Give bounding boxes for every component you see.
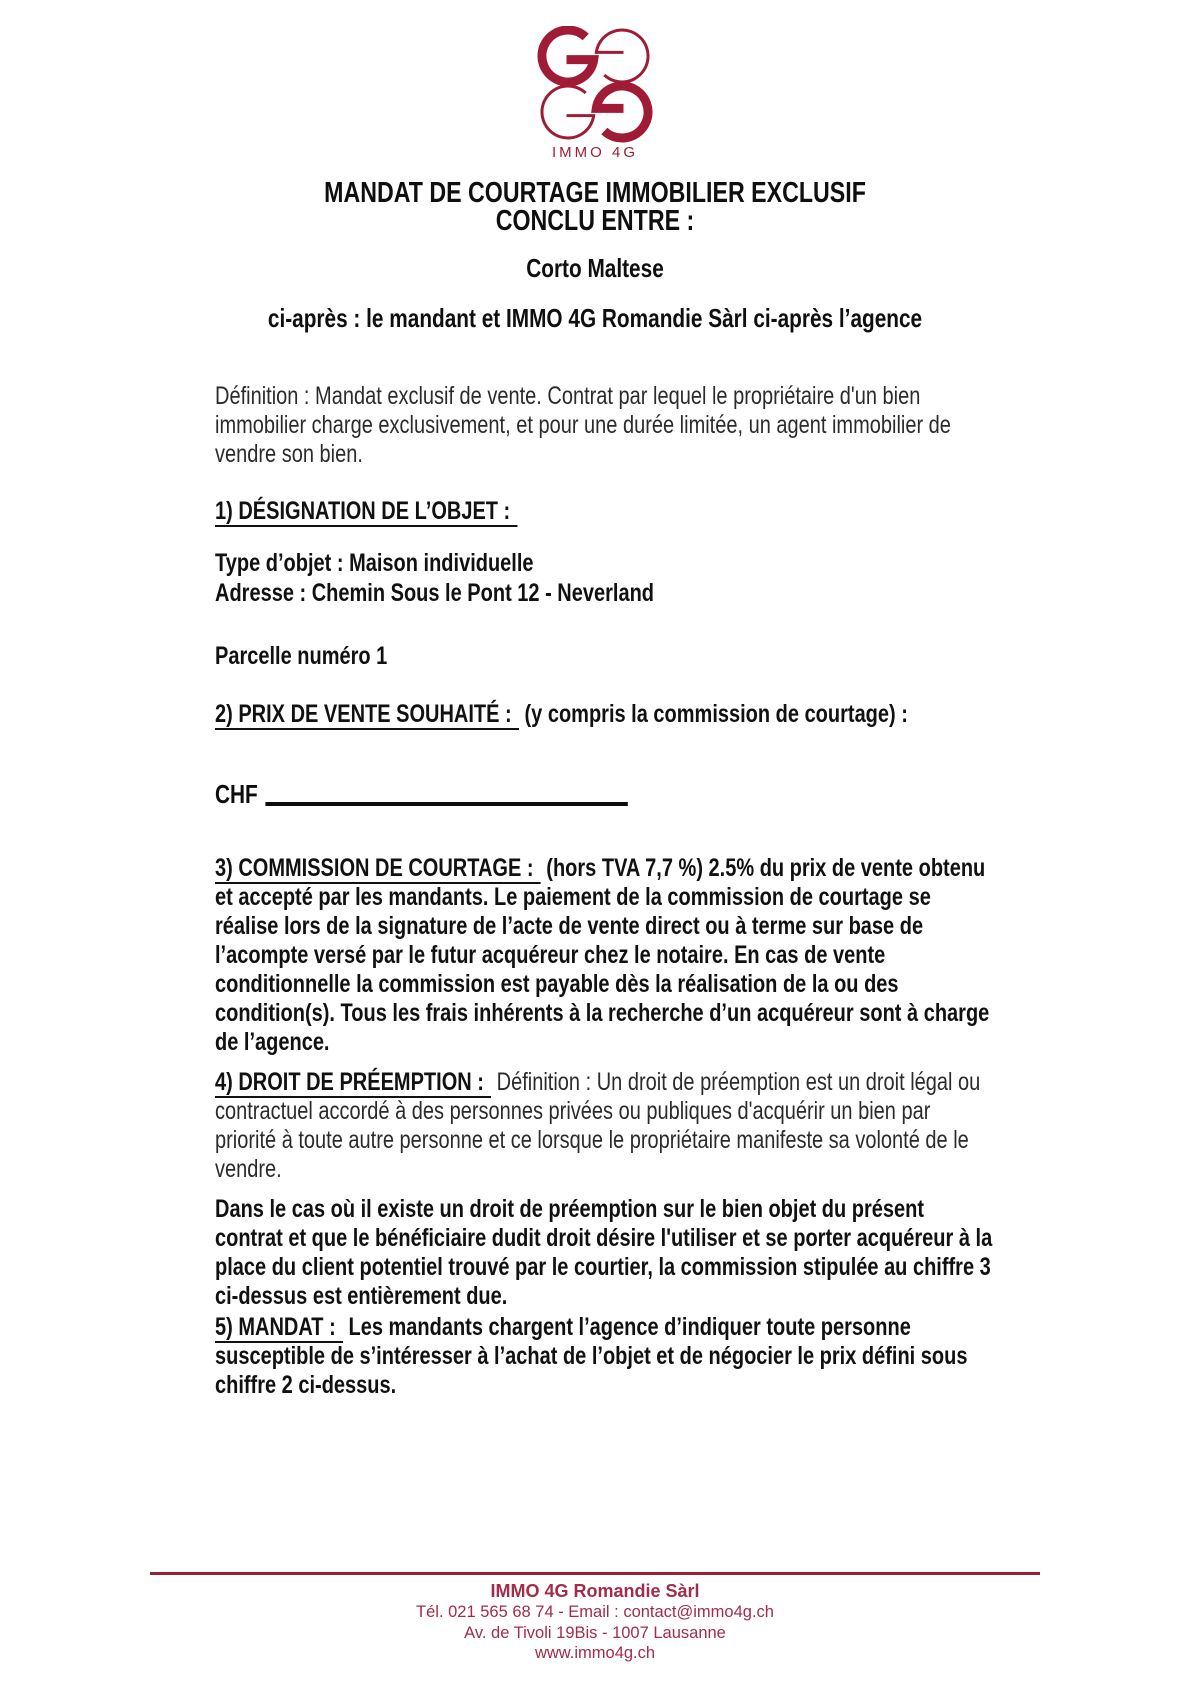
footer-website: www.immo4g.ch — [534, 1644, 656, 1662]
section-2-heading-text: 2) PRIX DE VENTE SOUHAITÉ : — [215, 700, 519, 730]
section-4-heading-text: 4) DROIT DE PRÉEMPTION : — [215, 1068, 491, 1098]
object-type-line: Type d’objet : Maison individuelle — [215, 549, 534, 577]
logo-brand-text: IMMO 4G — [551, 144, 639, 161]
logo-g-bottom-left — [542, 86, 594, 138]
section-4-definition-text: Définition : Un droit de préemption est un droit légal ou contractuel accordé à des personnes privées ou publiques d'acquérir un bien par priorité à toute autre personne et ce lorsque le propriétaire manifeste sa volonté de le vendre. — [215, 1068, 981, 1183]
footer-contact-line: Tél. 021 565 68 74 - Email : contact@immo4g.ch — [416, 1603, 774, 1621]
four-g-logo-icon — [537, 26, 653, 166]
document-title — [119, 179, 1071, 235]
immo4g-logo — [537, 26, 653, 171]
section-3-body-text: (hors TVA 7,7 %) 2.5% du prix de vente obtenu et accepté par les mandants. Le paiement de la commission de courtage se réalise lors de la signature de l’acte de vente direct ou à terme sur base de l’acompte versé par le futur acquéreur chez le notaire. En cas de vente conditionnelle la commission est payable dès la réalisation de la ou des condition(s). Tous les frais inhérents à la recherche d’un acquéreur sont à charge de l’agence. — [215, 854, 990, 1056]
section-3-heading-text: 3) COMMISSION DE COURTAGE : — [215, 854, 541, 884]
logo-g-top-right — [596, 30, 648, 82]
logo-g-top-left — [542, 30, 594, 82]
mandate-definition-paragraph: Définition : Mandat exclusif de vente. Contrat par lequel le propriétaire d'un bien immobilier charge exclusivement, et pour une durée limitée, un agent immobilier de vendre son bien. — [215, 382, 951, 468]
section-5-body-text: Les mandants chargent l’agence d’indiquer toute personne susceptible de s’intéresser à l’achat de l’objet et de négocier le prix défini sous chiffre 2 ci-dessus. — [215, 1313, 968, 1399]
section-1-heading — [215, 497, 995, 526]
section-2-heading-suffix: (y compris la commission de courtage) : — [524, 700, 908, 728]
section-4-paragraph-2: Dans le cas où il existe un droit de préemption sur le bien objet du présent contrat et que le bénéficiaire dudit droit désire l'utiliser et se porter acquéreur à la place du client potentiel trouvé par le courtier, la commission stipulée au chiffre 3 ci-dessus est entièrement due. — [215, 1195, 993, 1310]
object-address-line: Adresse : Chemin Sous le Pont 12 - Neverland — [215, 579, 655, 607]
price-blank-field — [266, 782, 628, 806]
price-fill-line — [215, 779, 995, 810]
footer-divider-line — [150, 1572, 1040, 1575]
section-1-heading-text: 1) DÉSIGNATION DE L’OBJET : — [215, 497, 517, 527]
logo-g-bottom-right — [596, 86, 648, 138]
object-details — [215, 548, 995, 608]
section-3-paragraph — [215, 854, 995, 1057]
section-5-heading-text: 5) MANDAT : — [215, 1313, 343, 1343]
footer-company-name: IMMO 4G Romandie Sàrl — [490, 1581, 700, 1601]
section-5-paragraph — [215, 1313, 995, 1400]
footer — [0, 1580, 1190, 1664]
section-4-paragraph — [215, 1068, 995, 1184]
footer-address-line: Av. de Tivoli 19Bis - 1007 Lausanne — [464, 1623, 726, 1642]
parcel-line: Parcelle numéro 1 — [215, 642, 388, 670]
currency-label: CHF — [215, 779, 258, 809]
title-line-2: CONCLU ENTRE : — [495, 205, 695, 237]
mandant-name: Corto Maltese — [526, 253, 664, 283]
parties-line: ci-après : le mandant et IMMO 4G Romandie Sàrl ci-après l’agence — [267, 303, 923, 333]
title-line-1: MANDAT DE COURTAGE IMMOBILIER EXCLUSIF — [324, 177, 866, 209]
section-2-heading — [215, 700, 995, 729]
